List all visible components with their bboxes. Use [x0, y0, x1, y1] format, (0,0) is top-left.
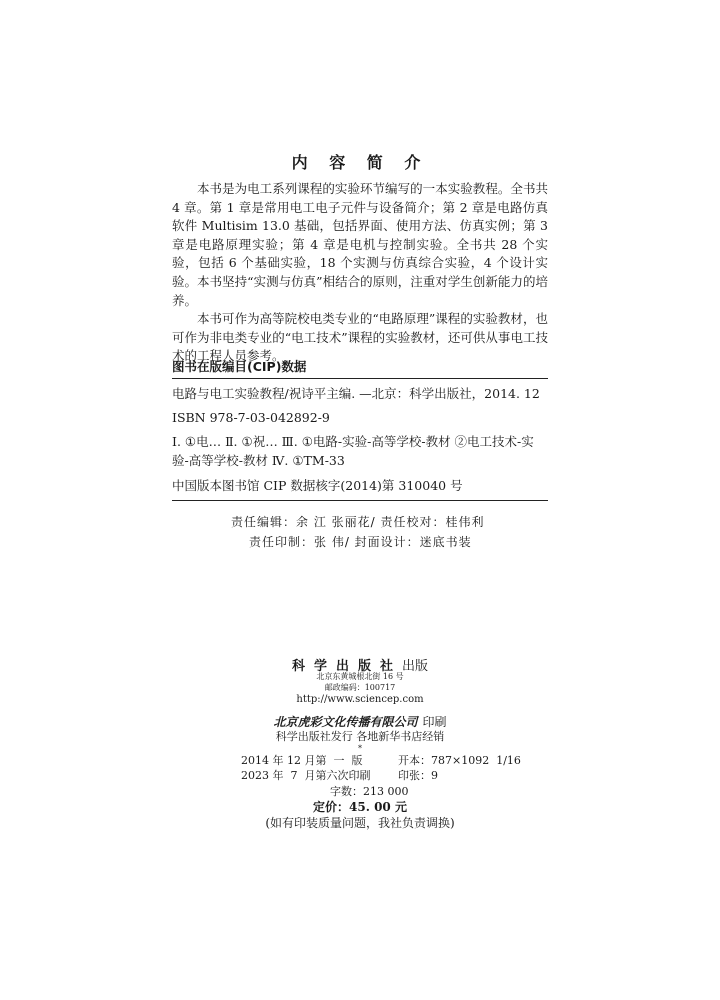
cip-library-number: 中国版本图书馆 CIP 数据核字(2014)第 310040 号 — [172, 478, 463, 493]
format-info: 开本：787×1092 1/16 — [398, 754, 521, 767]
separator-star: * — [358, 744, 362, 753]
edition-info: 2014 年 12 月第 一 版 — [241, 754, 363, 767]
intro-paragraph: 本书可作为高等院校电类专业的“电路原理”课程的实验教材，也可作为非电类专业的“电工技术”课程的实验教材，还可供从事电工技术的工程人员参考。 — [172, 311, 548, 364]
quality-note: (如有印装质量问题，我社负责调换) — [265, 816, 455, 830]
staff-line: 责任印制：张 伟/ 封面设计：迷底书装 — [249, 535, 472, 549]
cip-divider — [172, 378, 548, 379]
publisher-url: http://www.sciencep.com — [296, 694, 424, 705]
publisher-postcode: 邮政编码：100717 — [324, 683, 396, 692]
intro-title: 内 容 简 介 — [291, 153, 429, 172]
printer-name: 北京虎彩文化传播有限公司 — [273, 715, 418, 729]
intro-text — [172, 180, 548, 366]
intro-paragraph: 本书是为电工系列课程的实验环节编写的一本实验教程。全书共 4 章。第 1 章是常用电工电子元件与设备简介；第 2 章是电路仿真软件 Multisim 13.0 基础，包括界面、使用方法、仿真实例；第 3 章是电路原理实验；第 4 章是电机与控制实验。全书共 28 个实验，包括 6 个基础实验，18 个实测与仿真综合实验，4 个设计实验。本书坚持“实测与仿真”相结合的原则，注重对学生创新能力的培养。 — [172, 181, 548, 308]
publisher-address: 北京东黄城根北街 16 号 — [316, 672, 404, 681]
reprint-info: 2023 年 7 月第六次印刷 — [241, 769, 371, 782]
cip-heading: 图书在版编目(CIP)数据 — [172, 359, 307, 374]
price: 定价：45. 00 元 — [313, 800, 407, 814]
staff-line: 责任编辑：余 江 张丽花/ 责任校对：桂伟利 — [231, 515, 485, 529]
sheets-info: 印张：9 — [398, 769, 438, 782]
word-count: 字数：213 000 — [330, 785, 409, 798]
cip-classification: Ⅰ. ①电… Ⅱ. ①祝… Ⅲ. ①电路-实验-高等学校-教材 ②电工技术-实验-高等学校-教材 Ⅳ. ①TM-33 — [172, 434, 534, 468]
cip-divider — [172, 500, 548, 501]
cip-isbn: ISBN 978-7-03-042892-9 — [172, 410, 330, 425]
distribution-line: 科学出版社发行 各地新华书店经销 — [275, 730, 445, 743]
cip-title-line: 电路与电工实验教程/祝诗平主编. —北京：科学出版社，2014. 12 — [172, 386, 540, 401]
printer-suffix: 印刷 — [422, 715, 447, 729]
publisher-suffix: 出版 — [402, 659, 429, 674]
publisher-name: 科学出版社 — [291, 659, 402, 674]
